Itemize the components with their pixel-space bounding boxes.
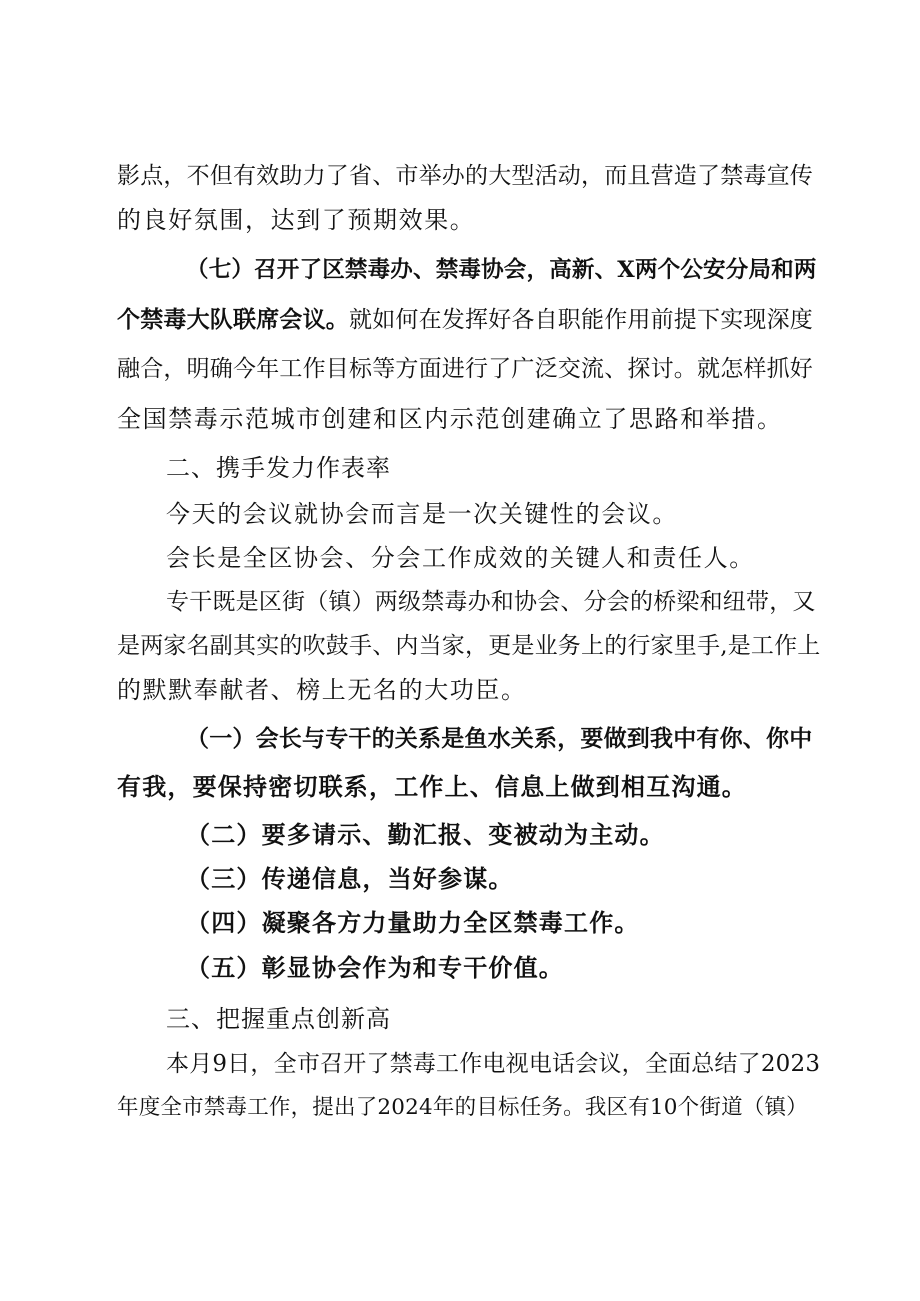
paragraph-line: 会长是全区协会、分会工作成效的关键人和责任人。	[166, 544, 755, 572]
paragraph-line: 年度全市禁毒工作，提出了2024年的目标任务。我区有10个街道（镇）	[117, 1095, 808, 1120]
list-item-1-line: 有我，要保持密切联系，工作上、信息上做到相互沟通。	[117, 772, 747, 801]
paragraph-line: 的默默奉献者、榜上无名的大功臣。	[117, 676, 527, 704]
list-item-5: （五）彰显协会作为和专干价值。	[186, 953, 564, 982]
paragraph-line: 的良好氛围，达到了预期效果。	[117, 206, 476, 234]
paragraph-line: 专干既是区街（镇）两级禁毒办和协会、分会的桥梁和纽带，又	[166, 589, 816, 615]
paragraph-line: 今天的会议就协会而言是一次关键性的会议。	[166, 500, 678, 528]
paragraph-line: 本月9日，全市召开了禁毒工作电视电话会议，全面总结了2023	[166, 1051, 821, 1077]
section-heading-2: 二、携手发力作表率	[166, 454, 391, 482]
paragraph-line: 融合，明确今年工作目标等方面进行了广泛交流、探讨。就怎样抓好	[117, 356, 813, 382]
list-item-1-line: （一）会长与专干的关系是鱼水关系，要做到我中有你、你中	[186, 725, 813, 752]
list-item-4: （四）凝聚各方力量助力全区禁毒工作。	[186, 908, 640, 937]
bold-lead-line: （七）召开了区禁毒办、禁毒协会，高新、X两个公安分局和两	[186, 257, 817, 283]
paragraph-line: 全国禁毒示范城市创建和区内示范创建确立了思路和举措。	[117, 405, 783, 433]
list-item-2: （二）要多请示、勤汇报、变被动为主动。	[186, 820, 665, 849]
paragraph-line: 是两家名副其实的吹鼓手、内当家，更是业务上的行家里手,是工作上	[117, 633, 821, 659]
bold-lead-text: 个禁毒大队联席会议。	[117, 306, 349, 333]
list-item-3: （三）传递信息，当好参谋。	[186, 864, 514, 893]
paragraph-text: 就如何在发挥好各自职能作用前提下实现深度	[349, 307, 813, 333]
paragraph-line: 影点，不但有效助力了省、市举办的大型活动，而且营造了禁毒宣传	[117, 163, 813, 189]
section-heading-3: 三、把握重点创新高	[166, 1005, 391, 1033]
paragraph-line-mixed	[117, 303, 813, 337]
